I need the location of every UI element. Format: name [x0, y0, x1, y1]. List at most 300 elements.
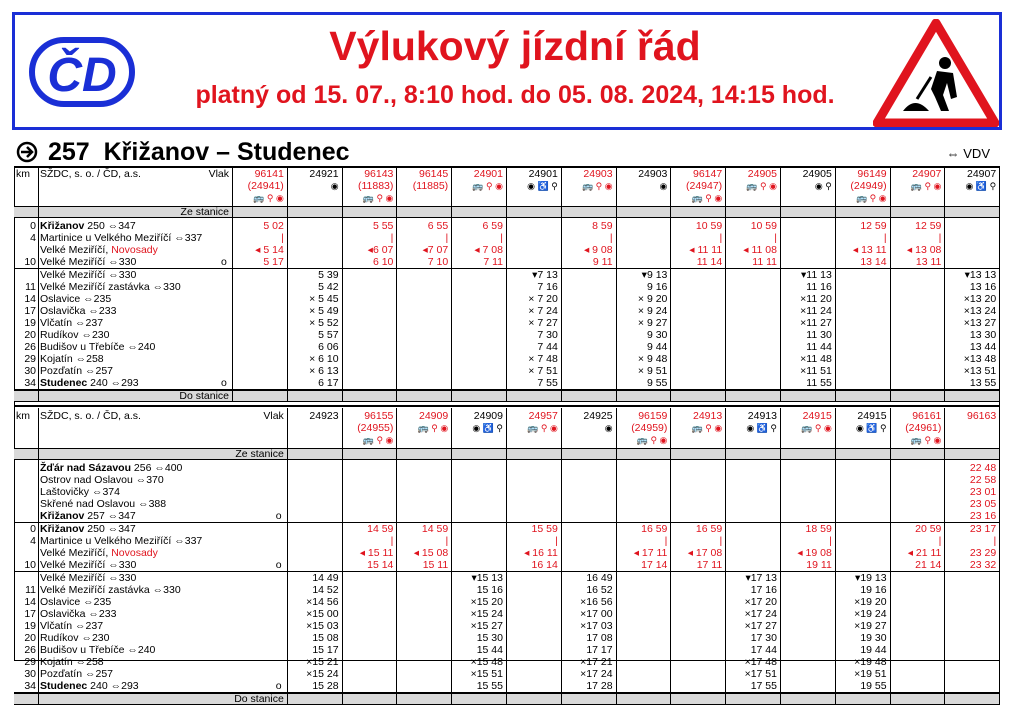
time-cell: 14 59 [367, 523, 394, 535]
km-value: 19 [24, 620, 36, 632]
station-suffix: 240 ⇔293 [87, 680, 139, 692]
station-label: Rudíkov [40, 329, 79, 341]
train-number-alt: (11885) [412, 180, 449, 192]
km-value: 4 [30, 232, 36, 244]
time-cell: 13 55 [969, 377, 997, 389]
station-suffix: ⇔235 [80, 596, 112, 608]
train-col-line [890, 166, 891, 402]
time-cell: 15 08 [312, 632, 339, 644]
time-cell: 13 30 [969, 329, 997, 341]
time-cell: × 6 10 [309, 353, 339, 365]
station-suffix: Novosady [111, 244, 158, 256]
train-service-icons: 🚌 ⚲ ◉ [581, 181, 613, 191]
time-cell: ×17 03 [580, 620, 613, 632]
train-service-icons: ◉ [604, 423, 613, 433]
station-mark: o [275, 559, 282, 571]
time-cell: 22 48 [969, 462, 997, 474]
time-cell: 14 59 [421, 523, 449, 535]
time-cell: 19 55 [860, 680, 887, 692]
station-suffix: ⇔233 [85, 305, 117, 317]
time-cell: 6 06 [318, 341, 339, 353]
train-number-alt: (24949) [850, 180, 887, 192]
station-name [40, 317, 103, 329]
station-label: Křižanov [40, 510, 85, 522]
timetable [14, 166, 1000, 705]
time-cell: 15 11 [422, 559, 449, 571]
time-cell: ×16 56 [580, 596, 613, 608]
train-col-line [396, 166, 397, 402]
time-cell: 6 55 [427, 220, 449, 232]
train-col-line [506, 408, 507, 705]
station-suffix: ⇔330 [105, 256, 137, 268]
station-suffix: ⇔230 [78, 632, 110, 644]
time-cell: ◂ 15 08 [413, 547, 449, 559]
time-cell: 15 59 [531, 523, 558, 535]
km-value: 20 [24, 632, 36, 644]
time-cell: | [555, 535, 558, 547]
time-cell: 23 01 [969, 486, 997, 498]
train-service-icons: ◉ ♿ ⚲ [965, 181, 997, 191]
station-label: Martinice u Velkého Meziříčí [40, 232, 172, 244]
station-name [40, 281, 181, 293]
station-label: Velké Meziříčí [40, 256, 106, 268]
station-name [40, 244, 158, 256]
station-label: Oslavice [40, 293, 81, 305]
time-cell: 6 17 [318, 377, 339, 389]
km-col-line [38, 408, 39, 705]
train-number: 24923 [309, 410, 339, 422]
km-value: 34 [24, 680, 36, 692]
station-suffix: 256 ⇔400 [131, 462, 183, 474]
station-name [40, 353, 104, 365]
train-col-line [999, 166, 1000, 402]
station-label: Martinice u Velkého Meziříčí [40, 535, 172, 547]
station-suffix: ⇔330 [105, 559, 137, 571]
time-cell: ×11 51 [800, 365, 832, 377]
km-value: 30 [24, 668, 36, 680]
station-suffix: ⇔237 [72, 317, 104, 329]
km-value: 26 [24, 341, 36, 353]
train-number: 24913 [747, 410, 777, 422]
station-suffix: 250 ⇔347 [84, 523, 136, 535]
train-number: 24905 [747, 168, 777, 180]
train-service-icons: ◉ ♿ ⚲ [527, 181, 558, 191]
time-cell: ◂ 5 14 [255, 244, 284, 256]
station-name [40, 680, 139, 692]
time-cell: ◂7 07 [422, 244, 449, 256]
time-cell: × 7 20 [528, 293, 558, 305]
train-number: 24905 [802, 168, 832, 180]
train-number: 96149 [857, 168, 887, 180]
time-cell: ×17 21 [580, 656, 613, 668]
train-col-line [506, 166, 507, 402]
roadwork-sign-icon [873, 19, 999, 127]
station-label: Oslavička [40, 305, 86, 317]
time-cell: 6 10 [372, 256, 394, 268]
train-number: 24909 [473, 410, 503, 422]
station-name [40, 269, 136, 281]
time-cell: 11 44 [806, 341, 832, 353]
train-col-line [451, 166, 452, 402]
time-cell: | [281, 232, 284, 244]
time-cell: 22 58 [969, 474, 997, 486]
station-mark: o [221, 256, 227, 268]
station-label: Ostrov nad Oslavou [40, 474, 133, 486]
time-cell: ×15 48 [470, 656, 503, 668]
time-cell: 14 49 [312, 572, 339, 584]
station-label: Budišov u Třebíče [40, 341, 125, 353]
time-cell: | [719, 232, 723, 244]
station-name [40, 341, 155, 353]
time-cell: ×17 20 [744, 596, 777, 608]
time-cell: × 9 51 [637, 365, 668, 377]
time-cell: | [719, 535, 723, 547]
train-number: 96141 [254, 168, 284, 180]
time-cell: 23 17 [969, 523, 997, 535]
time-cell: 15 14 [367, 559, 394, 571]
do-stanice-label: Do stanice [179, 390, 229, 402]
station-name [40, 523, 136, 535]
time-cell: 9 16 [646, 281, 668, 293]
station-suffix: ⇔257 [82, 668, 113, 680]
train-number: 24957 [528, 410, 558, 422]
time-cell: | [445, 535, 449, 547]
station-name [40, 305, 116, 317]
train-number: 24903 [638, 168, 668, 180]
time-cell: ×14 56 [306, 596, 339, 608]
train-col-line [451, 408, 452, 705]
station-suffix: ⇔258 [72, 353, 104, 365]
station-label: Velké Meziříčí, [40, 547, 112, 559]
train-service-icons: 🚌 ⚲ ◉ [801, 423, 832, 433]
time-cell: ×13 24 [963, 305, 997, 317]
km-value: 20 [24, 329, 36, 341]
station-mark: o [275, 680, 282, 692]
col-operator: SŽDC, s. o. / ČD, a.s. [40, 410, 141, 422]
time-cell: 13 16 [969, 281, 997, 293]
train-service-icons: 🚌 ⚲ ◉ [417, 423, 449, 433]
time-cell: ▾13 13 [964, 269, 997, 281]
closure-banner [12, 12, 1002, 130]
time-cell: ◂ 13 11 [852, 244, 887, 256]
route-title [48, 138, 350, 167]
time-cell: 8 59 [592, 220, 613, 232]
train-col-line [780, 166, 781, 402]
station-label: Velké Meziříčí [40, 269, 106, 281]
km-value: 11 [25, 584, 36, 596]
station-name [40, 620, 103, 632]
time-cell: ×15 03 [306, 620, 339, 632]
time-cell: ×13 20 [963, 293, 997, 305]
station-label: Křižanov [40, 523, 85, 535]
time-cell: ×11 24 [800, 305, 832, 317]
time-cell: ▾11 13 [801, 269, 832, 281]
time-cell: | [883, 232, 887, 244]
time-cell: ×15 24 [306, 668, 339, 680]
validity-period: platný od 15. 07., 8:10 hod. do 05. 08. 2024, 14:15 hod. [195, 81, 835, 109]
time-cell: × 9 27 [637, 317, 668, 329]
train-number: 96143 [364, 168, 394, 180]
train-col-line [616, 166, 617, 402]
time-cell: 11 14 [696, 256, 723, 268]
time-cell: ◂ 11 11 [689, 244, 723, 256]
station-suffix: ⇔330 [149, 584, 181, 596]
train-service-icons: 🚌 ⚲ ◉ [527, 423, 558, 433]
train-col-line [232, 166, 233, 402]
train-service-icons: 🚌 ⚲ ◉ [472, 181, 503, 191]
train-number: 24921 [309, 168, 339, 180]
station-name [40, 584, 181, 596]
time-cell: ◂ 13 08 [906, 244, 942, 256]
time-cell: 19 16 [860, 584, 887, 596]
station-suffix: 257 ⇔347 [84, 510, 136, 522]
train-service-icons: ◉ ♿ ⚲ [746, 423, 777, 433]
train-service-icons: 🚌 ⚲ ◉ [855, 193, 887, 203]
km-value: 14 [24, 596, 36, 608]
train-col-line [287, 166, 288, 402]
time-cell: × 9 24 [637, 305, 668, 317]
time-cell: 17 55 [750, 680, 777, 692]
time-cell: × 9 20 [637, 293, 668, 305]
station-suffix: ⇔330 [149, 281, 181, 293]
time-cell: 15 16 [476, 584, 503, 596]
time-cell: | [445, 232, 449, 244]
time-cell: ▾17 13 [745, 572, 777, 584]
train-service-icons: 🚌 ⚲ ◉ [691, 423, 723, 433]
station-label: Velké Meziříčí zastávka [40, 584, 150, 596]
time-cell: | [938, 535, 942, 547]
station-name [40, 293, 111, 305]
train-number-alt: (24959) [631, 422, 668, 434]
train-number-alt: (24955) [357, 422, 394, 434]
time-cell: 23 05 [969, 498, 997, 510]
time-cell: ×17 24 [580, 668, 613, 680]
station-label: Velké Meziříčí [40, 572, 106, 584]
train-col-line [835, 408, 836, 705]
train-col-line [342, 408, 343, 705]
station-label: Kojatín [40, 353, 73, 365]
time-cell: 16 49 [586, 572, 613, 584]
time-cell: ×17 51 [744, 668, 777, 680]
time-cell: 23 32 [969, 559, 997, 571]
time-cell: ×11 20 [800, 293, 832, 305]
train-direction-icon [16, 141, 38, 163]
time-cell: 17 14 [641, 559, 668, 571]
time-cell: ◂ 17 08 [687, 547, 723, 559]
train-service-icons: ◉ ♿ ⚲ [472, 423, 503, 433]
km-value: 11 [25, 281, 36, 293]
station-name [40, 510, 136, 522]
train-service-icons: 🚌 ⚲ ◉ [746, 181, 777, 191]
time-cell: ▾9 13 [641, 269, 668, 281]
train-service-icons: ◉ [330, 181, 339, 191]
station-label: Studenec [40, 680, 88, 692]
train-col-line [396, 408, 397, 705]
station-suffix: ⇔240 [124, 644, 156, 656]
time-cell: ◂ 11 08 [743, 244, 777, 256]
time-cell: 12 59 [860, 220, 887, 232]
train-col-line [944, 166, 945, 402]
station-name [40, 377, 139, 389]
train-col-line [561, 408, 562, 705]
train-number-alt: (11883) [357, 180, 394, 192]
station-label: Laštovičky [40, 486, 90, 498]
train-col-line [670, 166, 671, 402]
train-number: 96161 [912, 410, 942, 422]
train-col-line [944, 408, 945, 705]
time-cell: ×17 27 [744, 620, 777, 632]
train-number: 24907 [912, 168, 942, 180]
km-col-line [38, 166, 39, 402]
time-cell: 18 59 [805, 523, 832, 535]
km-value: 10 [24, 559, 36, 571]
station-name [40, 329, 109, 341]
station-label: Pozďatín [40, 668, 83, 680]
km-value: 4 [30, 535, 36, 547]
train-number: 24909 [418, 410, 449, 422]
vdv-note: ⇔ VDV [946, 146, 990, 161]
train-number: 96155 [364, 410, 394, 422]
station-mark: o [275, 510, 282, 522]
station-name [40, 498, 166, 510]
time-cell: × 7 48 [528, 353, 558, 365]
station-name [40, 365, 113, 377]
station-label: Velké Meziříčí, [40, 244, 112, 256]
time-cell: | [774, 232, 777, 244]
time-cell: 7 55 [537, 377, 558, 389]
station-name [40, 656, 104, 668]
time-cell: 6 59 [482, 220, 503, 232]
time-cell: 9 30 [646, 329, 668, 341]
time-cell: 21 14 [915, 559, 942, 571]
time-cell: 11 16 [806, 281, 832, 293]
time-cell: ▾7 13 [532, 269, 558, 281]
km-value: 0 [30, 220, 36, 232]
time-cell: 10 59 [695, 220, 723, 232]
station-suffix: ⇔257 [82, 365, 113, 377]
time-cell: ×19 24 [854, 608, 887, 620]
time-cell: | [829, 535, 832, 547]
train-col-line [342, 166, 343, 402]
station-name [40, 474, 164, 486]
station-name [40, 572, 136, 584]
train-number: 24915 [857, 410, 887, 422]
station-suffix: ⇔337 [171, 232, 203, 244]
time-cell: 13 11 [915, 256, 942, 268]
col-vlak: Vlak [263, 410, 284, 422]
time-cell: 17 08 [586, 632, 613, 644]
train-col-line [780, 408, 781, 705]
station-label: Kojatín [40, 656, 73, 668]
page-title: Výlukový jízdní řád [329, 23, 701, 69]
station-suffix: ⇔240 [124, 341, 156, 353]
time-cell: ▾15 13 [471, 572, 503, 584]
station-name [40, 232, 202, 244]
time-cell: ×19 51 [854, 668, 887, 680]
time-cell: 17 30 [750, 632, 777, 644]
time-cell: ×13 48 [963, 353, 997, 365]
train-number-alt: (24941) [247, 180, 284, 192]
do-stanice-bar [14, 693, 1000, 705]
time-cell: 16 59 [641, 523, 668, 535]
time-cell: ×15 24 [470, 608, 503, 620]
cd-logo [29, 37, 135, 107]
station-name [40, 462, 182, 474]
train-number: 24901 [473, 168, 503, 180]
time-cell: ◂ 15 11 [359, 547, 394, 559]
time-cell: × 5 49 [309, 305, 339, 317]
time-cell: 11 55 [806, 377, 832, 389]
time-cell: ×13 27 [963, 317, 997, 329]
time-cell: ×15 27 [470, 620, 503, 632]
time-cell: | [390, 535, 394, 547]
train-number: 96159 [638, 410, 668, 422]
time-cell: 14 52 [312, 584, 339, 596]
station-label: Skřené nad Oslavou [40, 498, 136, 510]
station-suffix: ⇔258 [72, 656, 104, 668]
ze-stanice-bar [14, 448, 1000, 460]
time-cell: ×15 21 [306, 656, 339, 668]
time-cell: 13 14 [860, 256, 887, 268]
train-col-line [616, 408, 617, 705]
time-cell: 17 11 [696, 559, 723, 571]
train-col-line [561, 166, 562, 402]
ze-stanice-label: Ze stanice [180, 206, 229, 218]
time-cell: 7 16 [537, 281, 558, 293]
station-suffix: ⇔235 [80, 293, 112, 305]
time-cell: 23 16 [969, 510, 997, 522]
train-col-line [287, 408, 288, 705]
station-suffix: ⇔337 [171, 535, 203, 547]
time-cell: 10 59 [750, 220, 777, 232]
station-suffix: ⇔237 [72, 620, 104, 632]
time-cell: × 6 13 [309, 365, 339, 377]
time-cell: 23 29 [969, 547, 997, 559]
train-number: 96163 [966, 410, 997, 422]
time-cell: ×15 00 [306, 608, 339, 620]
time-cell: | [664, 535, 668, 547]
double-arrow-icon: ⇔ [946, 146, 960, 161]
time-cell: ×17 00 [580, 608, 613, 620]
section-separator [14, 405, 1000, 407]
time-cell: ×11 27 [800, 317, 832, 329]
time-cell: 11 11 [752, 256, 777, 268]
time-cell: 9 44 [646, 341, 668, 353]
station-label: Křižanov [40, 220, 85, 232]
time-cell: ×19 27 [854, 620, 887, 632]
time-cell: ◂ 16 11 [524, 547, 558, 559]
station-suffix: ⇔388 [135, 498, 167, 510]
time-cell: | [993, 535, 997, 547]
train-service-icons: 🚌 ⚲ ◉ [691, 193, 723, 203]
station-name [40, 608, 116, 620]
train-number: 24925 [583, 410, 613, 422]
time-cell: 13 44 [969, 341, 997, 353]
train-number: 24903 [583, 168, 613, 180]
station-name [40, 632, 109, 644]
train-number: 24901 [528, 168, 558, 180]
time-cell: 5 57 [318, 329, 339, 341]
train-col-line [835, 166, 836, 402]
time-cell: × 5 45 [309, 293, 339, 305]
station-name [40, 547, 158, 559]
time-cell: × 7 27 [528, 317, 558, 329]
time-cell: 17 44 [750, 644, 777, 656]
col-km: km [16, 410, 30, 422]
time-cell: 17 28 [586, 680, 613, 692]
col-km: km [16, 168, 30, 180]
time-cell: ×19 48 [854, 656, 887, 668]
